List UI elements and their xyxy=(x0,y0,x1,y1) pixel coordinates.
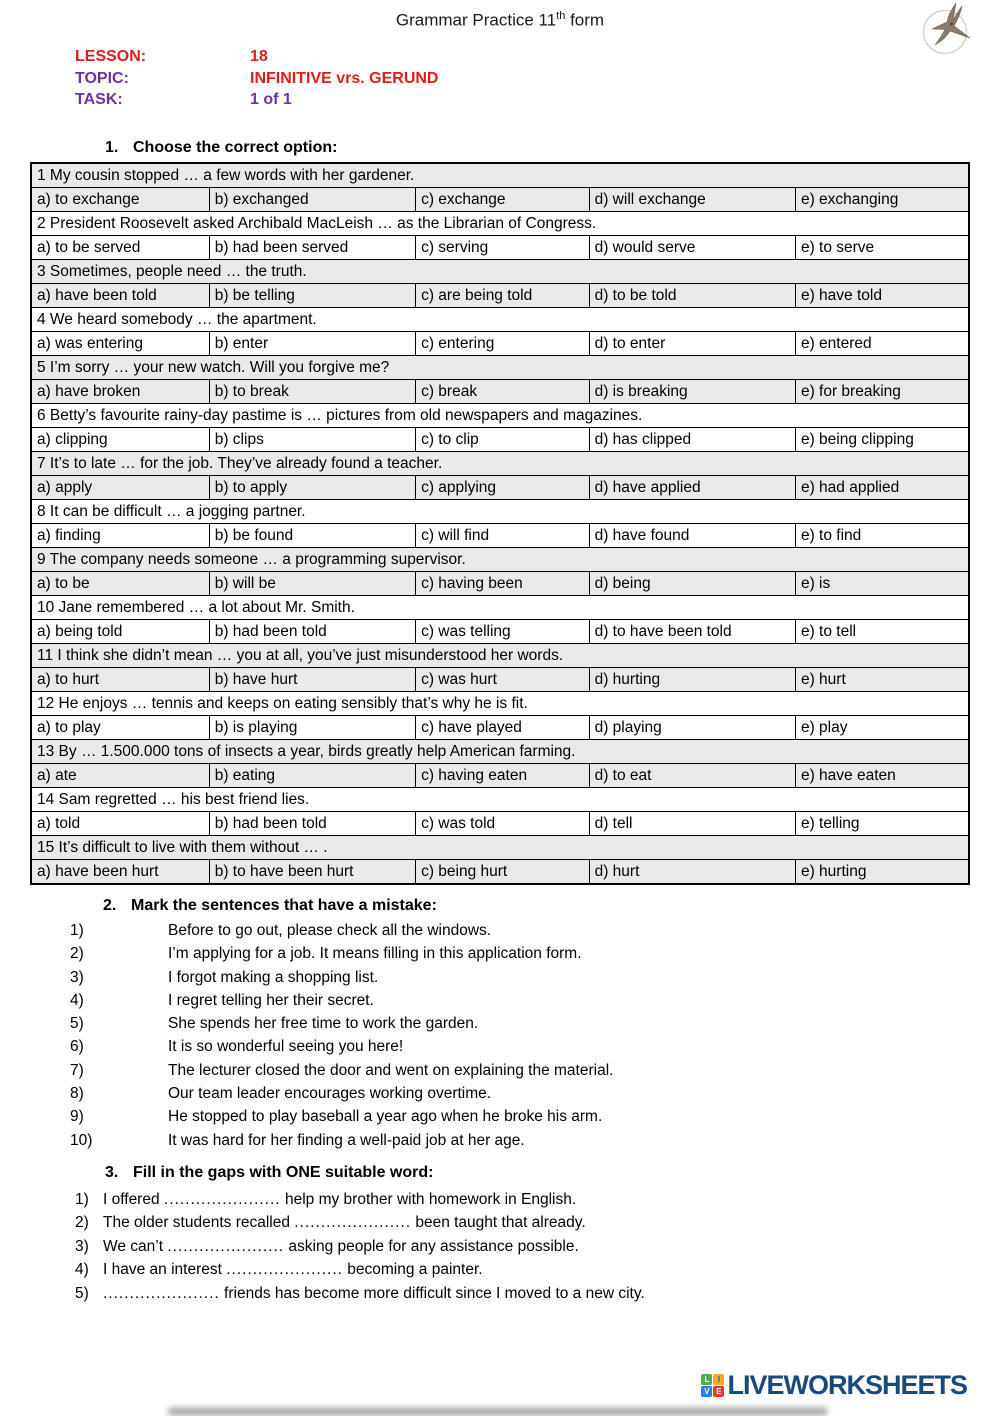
option-cell[interactable]: c) was told xyxy=(416,812,590,836)
option-cell[interactable]: c) exchange xyxy=(416,188,590,212)
option-cell[interactable]: d) being xyxy=(589,572,795,596)
option-cell[interactable]: a) to exchange xyxy=(31,188,209,212)
gap-dots[interactable]: ...................... xyxy=(294,1214,412,1232)
list-item xyxy=(70,919,613,942)
item-number: 2) xyxy=(70,945,84,963)
list-item xyxy=(70,989,613,1012)
gap-dots[interactable]: ...................... xyxy=(167,1237,285,1255)
option-cell[interactable]: e) hurting xyxy=(795,860,969,885)
option-cell[interactable]: d) hurting xyxy=(589,668,795,692)
list-item xyxy=(70,1035,613,1058)
question-text: 9 The company needs someone … a programming supervisor. xyxy=(31,548,969,572)
page-title-superscript: th xyxy=(556,10,566,22)
logo-tile: V xyxy=(701,1386,712,1397)
option-cell[interactable]: b) to apply xyxy=(209,476,415,500)
meta-value: 1 of 1 xyxy=(250,91,292,108)
sentence-prefix: The older students recalled xyxy=(103,1214,295,1232)
item-number: 10) xyxy=(70,1131,93,1149)
item-number: 5) xyxy=(70,1015,84,1033)
option-cell[interactable]: c) having been xyxy=(416,572,590,596)
sentence-text[interactable]: Before to go out, please check all the windows. xyxy=(168,922,492,939)
gapfill-list xyxy=(75,1188,645,1305)
list-item xyxy=(70,1105,613,1128)
flying-bird-sketch-icon xyxy=(918,0,980,58)
question-text: 2 President Roosevelt asked Archibald MacLeish … as the Librarian of Congress. xyxy=(31,212,969,236)
question-row xyxy=(31,260,969,284)
gap-dots[interactable]: ...................... xyxy=(103,1284,220,1302)
question-row xyxy=(31,452,969,476)
option-cell[interactable]: b) had been told xyxy=(209,812,415,836)
options-row xyxy=(31,812,969,836)
question-text: 8 It can be difficult … a jogging partner. xyxy=(31,500,969,524)
section-3-heading xyxy=(105,1164,433,1182)
options-row xyxy=(31,716,969,740)
liveworksheets-logo-icon xyxy=(701,1374,724,1397)
section-1-title: Choose the correct option: xyxy=(133,139,338,156)
options-row xyxy=(31,476,969,500)
list-item xyxy=(70,942,613,965)
option-cell[interactable]: e) exchanging xyxy=(795,188,969,212)
question-text: 5 I’m sorry … your new watch. Will you forgive me? xyxy=(31,356,969,380)
item-number: 4) xyxy=(75,1261,89,1279)
page-title-suffix: form xyxy=(565,10,605,30)
option-cell[interactable]: e) have told xyxy=(795,284,969,308)
page-title xyxy=(0,10,1000,31)
item-number: 6) xyxy=(70,1038,84,1056)
option-cell[interactable]: a) clipping xyxy=(31,428,209,452)
option-cell[interactable]: b) enter xyxy=(209,332,415,356)
sentence-text[interactable]: I regret telling her their secret. xyxy=(168,991,374,1009)
options-row xyxy=(31,380,969,404)
bottom-page-blur xyxy=(168,1407,828,1416)
option-cell[interactable]: c) serving xyxy=(416,236,590,260)
list-item xyxy=(75,1235,645,1258)
options-row xyxy=(31,572,969,596)
question-text: 14 Sam regretted … his best friend lies. xyxy=(31,788,969,812)
options-row xyxy=(31,620,969,644)
meta-block xyxy=(75,46,438,111)
option-cell[interactable]: d) to enter xyxy=(589,332,795,356)
gap-dots[interactable]: ...................... xyxy=(163,1191,281,1208)
logo-tile: I xyxy=(713,1374,724,1385)
liveworksheets-logo xyxy=(701,1370,967,1401)
option-cell[interactable]: e) had applied xyxy=(795,476,969,500)
question-text: 13 By … 1.500.000 tons of insects a year, birds greatly help American farming. xyxy=(31,740,969,764)
option-cell[interactable]: b) to have been hurt xyxy=(209,860,415,885)
option-cell[interactable]: a) to be served xyxy=(31,236,209,260)
sentence-text[interactable]: I forgot making a shopping list. xyxy=(168,968,379,986)
sentence-text[interactable]: He stopped to play baseball a year ago when he broke his arm. xyxy=(168,1108,603,1126)
meta-row xyxy=(75,68,438,90)
options-table-body xyxy=(31,163,969,884)
options-row xyxy=(31,428,969,452)
option-cell[interactable]: e) play xyxy=(795,716,969,740)
meta-value: INFINITIVE vrs. GERUND xyxy=(250,69,439,87)
list-item xyxy=(70,1012,613,1035)
question-row xyxy=(31,644,969,668)
option-cell[interactable]: b) be telling xyxy=(209,284,415,308)
options-row xyxy=(31,332,969,356)
sentence-suffix: been taught that already. xyxy=(411,1214,586,1232)
section-2-heading xyxy=(103,897,437,915)
options-row xyxy=(31,284,969,308)
sentence-text[interactable]: The lecturer closed the door and went on explaining the material. xyxy=(168,1061,614,1079)
option-cell[interactable]: a) to hurt xyxy=(31,668,209,692)
options-table xyxy=(30,162,970,885)
sentence-prefix: I offered xyxy=(103,1191,164,1208)
question-text: 1 My cousin stopped … a few words with her gardener. xyxy=(31,163,969,188)
option-cell[interactable]: d) to be told xyxy=(589,284,795,308)
item-number: 7) xyxy=(70,1061,84,1079)
options-row xyxy=(31,188,969,212)
option-cell[interactable]: b) had been told xyxy=(209,620,415,644)
gap-dots[interactable]: ...................... xyxy=(226,1261,343,1279)
option-cell[interactable]: d) would serve xyxy=(589,236,795,260)
question-text: 7 It’s to late … for the job. They’ve already found a teacher. xyxy=(31,452,969,476)
option-cell[interactable]: c) applying xyxy=(416,476,590,500)
question-row xyxy=(31,404,969,428)
sentence-text[interactable]: I’m applying for a job. It means filling in this application form. xyxy=(168,945,582,963)
item-number: 1) xyxy=(70,922,84,939)
option-cell[interactable]: d) has clipped xyxy=(589,428,795,452)
item-number: 1) xyxy=(75,1191,89,1208)
option-cell[interactable]: d) tell xyxy=(589,812,795,836)
option-cell[interactable]: d) have applied xyxy=(589,476,795,500)
question-row xyxy=(31,836,969,860)
sentence-suffix: help my brother with homework in English. xyxy=(280,1191,577,1208)
option-cell[interactable]: c) will find xyxy=(416,524,590,548)
options-row xyxy=(31,524,969,548)
question-text: 4 We heard somebody … the apartment. xyxy=(31,308,969,332)
option-cell[interactable]: a) finding xyxy=(31,524,209,548)
item-number: 3) xyxy=(70,968,84,986)
section-2-number: 2. xyxy=(103,897,117,914)
option-cell[interactable]: c) was telling xyxy=(416,620,590,644)
option-cell[interactable]: a) have been told xyxy=(31,284,209,308)
sentence-text[interactable]: Our team leader encourages working overtime. xyxy=(168,1085,492,1103)
options-row xyxy=(31,668,969,692)
option-cell[interactable]: a) told xyxy=(31,812,209,836)
item-number: 2) xyxy=(75,1214,89,1232)
question-text: 10 Jane remembered … a lot about Mr. Smith. xyxy=(31,596,969,620)
option-cell[interactable]: b) to break xyxy=(209,380,415,404)
option-cell[interactable]: a) to play xyxy=(31,716,209,740)
option-cell[interactable]: e) to find xyxy=(795,524,969,548)
list-item xyxy=(70,1059,613,1082)
sentence-text[interactable]: It was hard for her finding a well-paid job at her age. xyxy=(168,1131,525,1149)
option-cell[interactable]: d) to have been told xyxy=(589,620,795,644)
question-row xyxy=(31,308,969,332)
section-1-heading xyxy=(105,139,337,157)
option-cell[interactable]: c) was hurt xyxy=(416,668,590,692)
list-item xyxy=(75,1258,645,1281)
option-cell[interactable]: a) to be xyxy=(31,572,209,596)
option-cell[interactable]: e) telling xyxy=(795,812,969,836)
sentence-prefix: I have an interest xyxy=(103,1261,227,1279)
list-item xyxy=(70,966,613,989)
list-item xyxy=(75,1211,645,1234)
question-row xyxy=(31,692,969,716)
meta-value: 18 xyxy=(250,48,268,65)
option-cell[interactable]: a) have broken xyxy=(31,380,209,404)
question-text: 11 I think she didn’t mean … you at all, you’ve just misunderstood her words. xyxy=(31,644,969,668)
option-cell[interactable]: b) be found xyxy=(209,524,415,548)
list-item xyxy=(75,1188,645,1211)
liveworksheets-logo-text: LIVEWORKSHEETS xyxy=(727,1370,967,1400)
question-row xyxy=(31,212,969,236)
question-row xyxy=(31,788,969,812)
question-text: 12 He enjoys … tennis and keeps on eating sensibly that’s why he is fit. xyxy=(31,692,969,716)
option-cell[interactable]: c) have played xyxy=(416,716,590,740)
options-row xyxy=(31,764,969,788)
page-title-text: Grammar Practice 11 xyxy=(395,10,557,30)
question-text: 6 Betty’s favourite rainy-day pastime is … pictures from old newspapers and magazines. xyxy=(31,404,969,428)
section-1-number: 1. xyxy=(105,139,119,156)
sentence-text[interactable]: She spends her free time to work the garden. xyxy=(168,1015,479,1033)
question-row xyxy=(31,500,969,524)
meta-label: TOPIC: xyxy=(75,69,129,87)
list-item xyxy=(70,1129,613,1152)
option-cell[interactable]: d) will exchange xyxy=(589,188,795,212)
option-cell[interactable]: a) was entering xyxy=(31,332,209,356)
section-3-number: 3. xyxy=(105,1164,119,1181)
option-cell[interactable]: e) to serve xyxy=(795,236,969,260)
sentence-suffix: becoming a painter. xyxy=(342,1261,483,1279)
option-cell[interactable]: c) being hurt xyxy=(416,860,590,885)
option-cell[interactable]: e) is xyxy=(795,572,969,596)
option-cell[interactable]: e) entered xyxy=(795,332,969,356)
section-3-title: Fill in the gaps with ONE suitable word: xyxy=(133,1164,434,1181)
option-cell[interactable]: b) is playing xyxy=(209,716,415,740)
option-cell[interactable]: c) break xyxy=(416,380,590,404)
option-cell[interactable]: c) are being told xyxy=(416,284,590,308)
option-cell[interactable]: c) to clip xyxy=(416,428,590,452)
sentence-text[interactable]: It is so wonderful seeing you here! xyxy=(168,1038,404,1056)
sentence-prefix: We can’t xyxy=(103,1237,168,1255)
meta-row xyxy=(75,89,438,111)
list-item xyxy=(70,1082,613,1105)
option-cell[interactable]: b) will be xyxy=(209,572,415,596)
option-cell[interactable]: b) exchanged xyxy=(209,188,415,212)
item-number: 5) xyxy=(75,1284,89,1302)
option-cell[interactable]: c) entering xyxy=(416,332,590,356)
mistake-sentence-list xyxy=(70,919,613,1152)
option-cell[interactable]: a) have been hurt xyxy=(31,860,209,885)
option-cell[interactable]: d) have found xyxy=(589,524,795,548)
option-cell[interactable]: e) to tell xyxy=(795,620,969,644)
option-cell[interactable]: d) playing xyxy=(589,716,795,740)
option-cell[interactable]: b) eating xyxy=(209,764,415,788)
question-row xyxy=(31,356,969,380)
item-number: 3) xyxy=(75,1237,89,1255)
option-cell[interactable]: d) to eat xyxy=(589,764,795,788)
option-cell[interactable]: c) having eaten xyxy=(416,764,590,788)
option-cell[interactable]: d) is breaking xyxy=(589,380,795,404)
item-number: 8) xyxy=(70,1085,84,1103)
logo-tile: L xyxy=(701,1374,712,1385)
list-item xyxy=(75,1282,645,1305)
option-cell[interactable]: b) have hurt xyxy=(209,668,415,692)
item-number: 9) xyxy=(70,1108,84,1126)
meta-label: TASK: xyxy=(75,91,123,108)
question-row xyxy=(31,163,969,188)
options-row xyxy=(31,236,969,260)
option-cell[interactable]: a) being told xyxy=(31,620,209,644)
sentence-suffix: friends has become more difficult since I moved to a new city. xyxy=(219,1284,645,1302)
item-number: 4) xyxy=(70,991,84,1009)
option-cell[interactable]: b) clips xyxy=(209,428,415,452)
section-2-title: Mark the sentences that have a mistake: xyxy=(131,897,437,914)
question-text: 3 Sometimes, people need … the truth. xyxy=(31,260,969,284)
logo-tile: E xyxy=(713,1386,724,1397)
meta-label: LESSON: xyxy=(75,48,147,65)
option-cell[interactable]: a) apply xyxy=(31,476,209,500)
option-cell[interactable]: a) ate xyxy=(31,764,209,788)
meta-row xyxy=(75,46,438,68)
question-row xyxy=(31,548,969,572)
question-row xyxy=(31,596,969,620)
option-cell[interactable]: e) have eaten xyxy=(795,764,969,788)
option-cell[interactable]: b) had been served xyxy=(209,236,415,260)
option-cell[interactable]: e) hurt xyxy=(795,668,969,692)
question-row xyxy=(31,740,969,764)
option-cell[interactable]: e) being clipping xyxy=(795,428,969,452)
question-text: 15 It’s difficult to live with them without … . xyxy=(31,836,969,860)
option-cell[interactable]: d) hurt xyxy=(589,860,795,885)
option-cell[interactable]: e) for breaking xyxy=(795,380,969,404)
options-row xyxy=(31,860,969,885)
sentence-suffix: asking people for any assistance possible. xyxy=(284,1237,579,1255)
